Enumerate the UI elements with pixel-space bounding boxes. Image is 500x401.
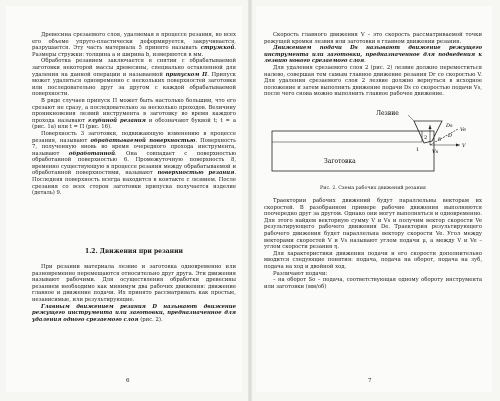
right-page bbox=[256, 6, 492, 392]
paragraph bbox=[264, 277, 482, 290]
velocity-v-arrowhead bbox=[456, 144, 460, 147]
paragraph bbox=[264, 198, 482, 251]
body-text: Для характеристики движения подачи и его скорости дополнительно вводится следующие понятия: подача, подача на оборот, подача на зуб, подача на ход и двойной ход. bbox=[264, 250, 482, 270]
paragraph bbox=[32, 131, 236, 197]
paragraph bbox=[264, 32, 482, 45]
page-number-right: 7 bbox=[368, 378, 372, 384]
mark-1: 1 bbox=[416, 147, 420, 153]
body-text: . Припуск может удаляться одновременно с нескольких поверхностей заготовки или последовательно друг за другом с каждой обрабатываемой поверхности. bbox=[32, 71, 236, 98]
left-page bbox=[6, 6, 242, 392]
body-text: . Размеры стружки: толщина a и ширина b, измеряются в мм. bbox=[32, 45, 236, 58]
blade-leader bbox=[408, 115, 414, 121]
paragraph bbox=[32, 98, 236, 131]
paragraph bbox=[32, 58, 236, 98]
body-text: При резании материала лезвие и заготовка одновременно или разновременно перемещаются относительно друг друга. Эти движения называют рабочими. Для осуществления обработки древесины резанием необходимо как минимум два рабочих движения: движение главное и движение подачи. Их принято рассматривать как простые, независимые, или результирующие. bbox=[32, 264, 236, 303]
paragraph bbox=[32, 32, 236, 58]
paragraph bbox=[264, 65, 482, 98]
paragraph bbox=[32, 304, 236, 324]
body-text: – на оборот Sо – подача, соответствующая одному обороту инструмента или заготовки (мм/об) bbox=[264, 277, 482, 290]
left-bottom-text bbox=[32, 264, 236, 323]
emphasis-text: стружкой bbox=[200, 45, 235, 52]
body-text: . bbox=[364, 58, 366, 65]
mark-ve: Ve bbox=[460, 127, 467, 133]
body-text: . Она совпадает с поверхностью обработанной поверхностью 6. Промежуточную поверхность 8, временно существующую в процессе резания между обрабатываемой и обработанной поверхностями, называют bbox=[32, 150, 236, 177]
body-text: Для удаления срезаемого слоя 2 (рис. 2) лезвие должно переместиться налево, совершая тем самым главное движение резания Dr со скоростью V. Для удаления срезаемого слоя 2 лезвие должно вернуться в исходное положение и затем выполнить движение подачи Ds со скоростью подачи Vs, после чего снова можно выполнить главное рабочее движение. bbox=[264, 64, 482, 98]
body-text: Древесина срезаемого слоя, удаляемая в процессе резания, во всех его объеме упруго-пластически деформируется, закручивается, разрушается. Эту часть материала 5 принято называть bbox=[32, 32, 236, 52]
emphasis-text: Главным движением резания D bbox=[41, 303, 157, 310]
book-gutter bbox=[248, 0, 252, 401]
emphasis-text: называют движение режущего инструмента или заготовки, предназначенное для удаления одного срезаемого слоя bbox=[32, 303, 236, 323]
mark-ds: Ds bbox=[446, 123, 453, 129]
emphasis-text: глубиной резания bbox=[88, 117, 146, 124]
cutting-motion-diagram bbox=[264, 109, 482, 185]
paragraph bbox=[264, 45, 482, 65]
paragraph bbox=[32, 264, 236, 304]
body-text: Скорость главного движения V – это скорость рассматриваемой точки режущей кромки лезвия или заготовки в главном движении резания. bbox=[264, 32, 482, 45]
right-top-text bbox=[264, 32, 482, 98]
figure-caption: Рис. 2. Схема рабочих движений резания bbox=[320, 186, 426, 191]
body-text: . Поверхность 7, полученную вновь во время очередного прохода инструмента, называют bbox=[32, 137, 236, 157]
mark-d: D bbox=[448, 133, 453, 139]
emphasis-text: обрабатываемой поверхностью bbox=[90, 137, 196, 144]
left-top-text bbox=[32, 32, 236, 197]
mark-2: 2 bbox=[424, 135, 428, 141]
mark-vs: Vs bbox=[432, 149, 439, 155]
body-text: . Последняя поверхность всегда находится в контакте с лезвием. После срезания со всех сторон заготовки припуска получается изделие (деталь) 9. bbox=[32, 170, 236, 197]
body-text: В ряде случаев припуск П может быть настолько большим, что его срезают не сразу, а последовательно за несколько проходов. Величину проникновения лезвий инструмента в заготовку во время каждого прохода называют bbox=[32, 97, 236, 124]
emphasis-text: Движением подачи Ds называют движение режущего инструмента или заготовки, предназначенное для подведения к лезвию нового срезаемого слоя bbox=[264, 45, 482, 65]
body-text: Обработка резанием заключается в снятии с обрабатываемой заготовки некоторой массы древесины, специально оставленной для удаления на данной операции и называемой bbox=[32, 58, 236, 78]
section-heading: 1.2. Движения при резании bbox=[85, 248, 183, 255]
body-text: Траектории рабочих движений будут параллельны векторам их скоростей. В разобранном примере рабочие движения выполняются поочередно друг за другом. Однако они могут выполняться и одновременно. Для этого найдем векторную сумму V и Vs и получим вектор скорости Ve результирующего рабочего движения De. Траектория результирующего рабочего движения будет параллельна вектору скорости Ve. Угол между векторами скоростей V и Vs называют углом подачи μ, а между V и Ve – углом скорости резания η. bbox=[264, 198, 482, 251]
workpiece-label: Заготовка bbox=[324, 158, 356, 165]
mark-v: V bbox=[462, 143, 466, 149]
workpiece-rect bbox=[272, 131, 434, 171]
body-text: Поверхность 3 заготовки, подвижающую изменению в процессе резания, называют bbox=[32, 130, 236, 144]
emphasis-text: поверхностью резания bbox=[157, 170, 235, 177]
right-bottom-text bbox=[264, 198, 482, 290]
page-number-left: 6 bbox=[126, 378, 130, 384]
blade-label: Лезвие bbox=[376, 110, 399, 117]
body-text: и обозначают буквой t; t = a (рис. 1a) или t = П (рис. 16). bbox=[32, 117, 236, 131]
paragraph bbox=[264, 251, 482, 271]
body-text: Различают подачи: bbox=[273, 270, 328, 277]
velocity-vs-arrowhead bbox=[429, 125, 432, 129]
emphasis-text: обработанной bbox=[68, 150, 115, 157]
emphasis-text: припуском П bbox=[165, 71, 208, 78]
body-text: (рис. 2). bbox=[138, 316, 163, 323]
mark-delta: δ bbox=[438, 137, 442, 143]
